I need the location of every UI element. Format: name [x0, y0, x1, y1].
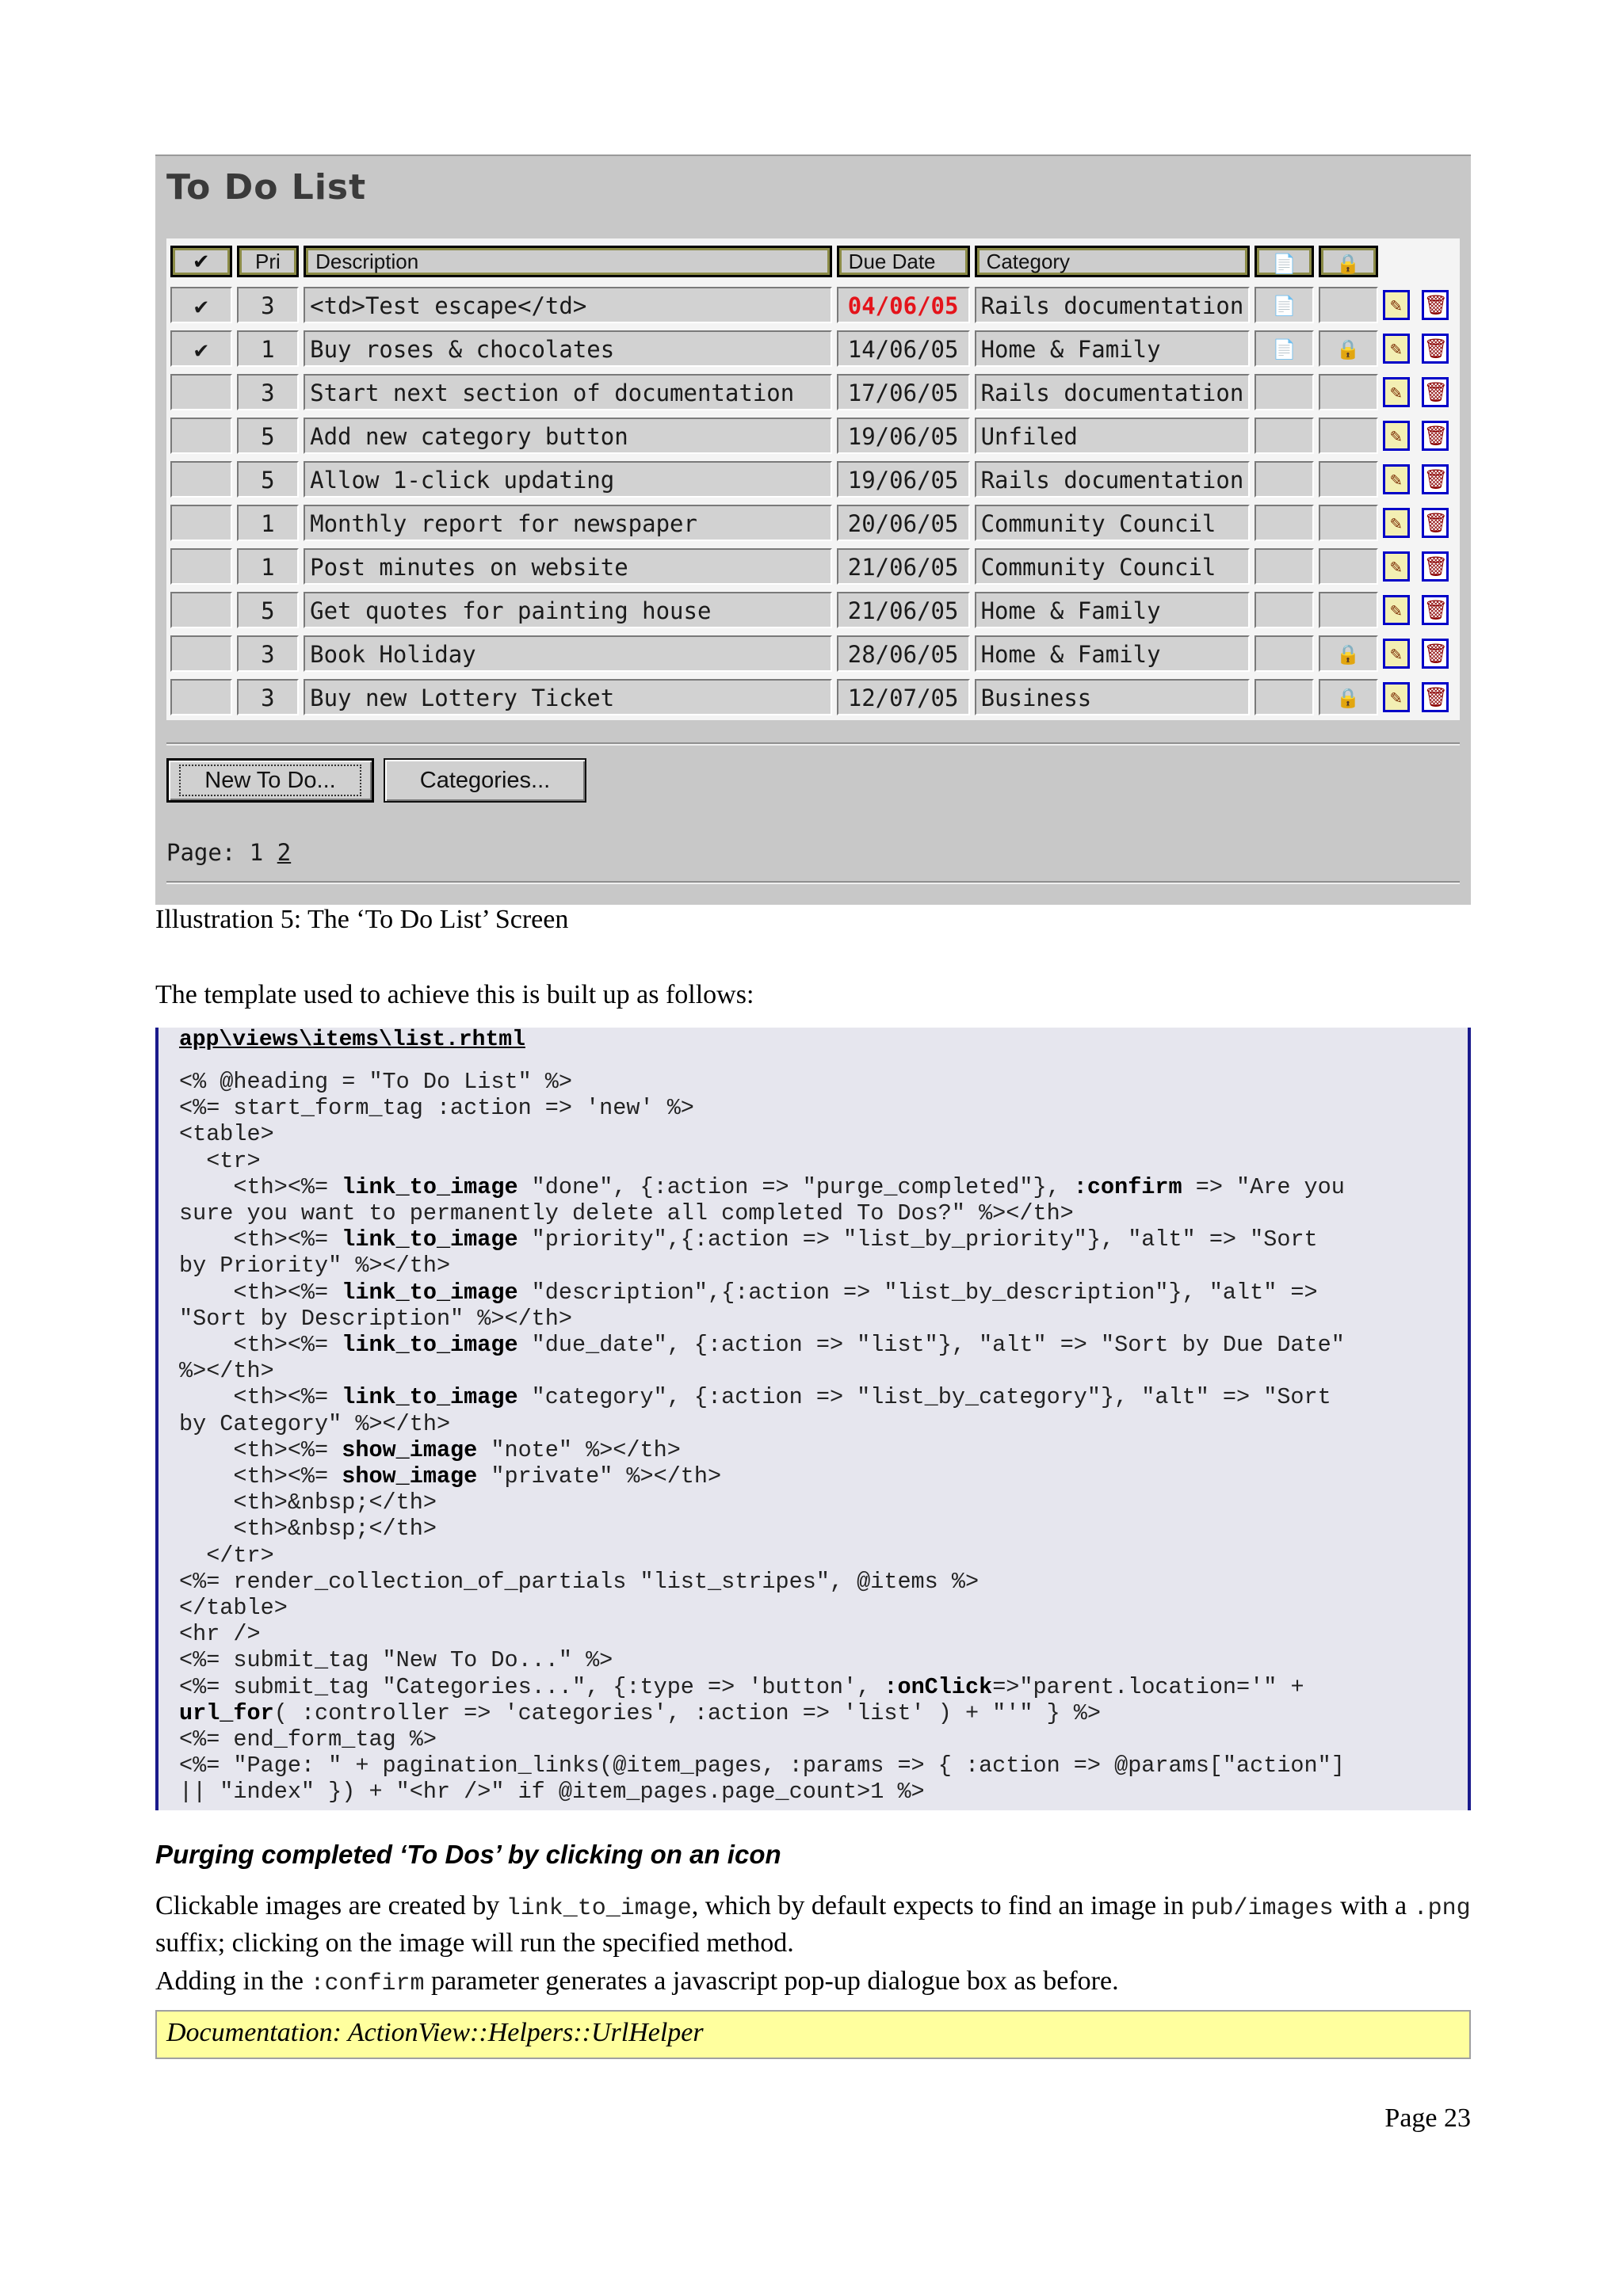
pagination	[166, 839, 291, 866]
description-cell: Monthly report for newspaper	[304, 505, 832, 541]
note-icon: 📄	[1254, 246, 1314, 277]
divider	[166, 742, 1460, 746]
categories-button[interactable]: Categories...	[384, 758, 586, 803]
intro-paragraph: The template used to achieve this is built up as follows:	[155, 980, 754, 1009]
category-cell: Community Council	[975, 548, 1251, 585]
description-cell: Add new category button	[304, 418, 832, 454]
note-cell	[1254, 374, 1314, 410]
edit-icon[interactable]: ✎	[1383, 595, 1410, 625]
note-cell	[1254, 505, 1314, 541]
table-row	[168, 326, 1458, 370]
note-cell	[1254, 548, 1314, 585]
edit-icon[interactable]: ✎	[1383, 334, 1410, 364]
edit-icon[interactable]: ✎	[1383, 464, 1410, 494]
delete-icon[interactable]: 🗑	[1422, 639, 1449, 669]
text: Clickable images are created by	[155, 1891, 506, 1920]
edit-icon[interactable]: ✎	[1383, 421, 1410, 451]
done-cell: ✔	[170, 287, 232, 323]
documentation-note: Documentation: ActionView::Helpers::UrlHelper	[155, 2010, 1471, 2059]
private-cell	[1319, 374, 1378, 410]
inline-code: pub/images	[1190, 1895, 1334, 1922]
done-cell	[170, 592, 232, 628]
table-header-row	[168, 240, 1458, 283]
text: Adding in the	[155, 1966, 311, 1996]
text: with a	[1333, 1891, 1414, 1920]
priority-cell: 5	[237, 418, 299, 454]
note-cell	[1254, 592, 1314, 628]
priority-cell: 5	[237, 592, 299, 628]
lock-icon: 🔒	[1319, 246, 1378, 277]
text: suffix; clicking on the image will run the specified method.	[155, 1928, 794, 1958]
done-cell	[170, 679, 232, 715]
page-link-2[interactable]: 2	[277, 839, 292, 866]
table-row	[168, 501, 1458, 544]
divider	[166, 881, 1460, 884]
section-heading: Purging completed ‘To Dos’ by clicking on an icon	[155, 1840, 781, 1869]
new-todo-button[interactable]	[166, 758, 374, 803]
priority-column-header[interactable]: Pri	[237, 246, 299, 277]
description-cell: Start next section of documentation	[304, 374, 832, 410]
table-row	[168, 283, 1458, 326]
due-date-cell: 12/07/05	[837, 679, 970, 715]
description-column-header[interactable]: Description	[304, 246, 832, 277]
private-cell: 🔒	[1319, 330, 1378, 367]
description-cell: <td>Test escape</td>	[304, 287, 832, 323]
table-row	[168, 588, 1458, 631]
table-row	[168, 414, 1458, 457]
page-title: To Do List	[166, 167, 367, 208]
paragraph	[155, 1889, 1479, 1961]
new-todo-label: New To Do...	[179, 765, 361, 796]
priority-cell: 3	[237, 635, 299, 672]
page-label: Page:	[166, 839, 236, 866]
paragraph	[155, 1966, 1479, 1997]
category-cell: Rails documentation	[975, 461, 1251, 498]
due-date-cell: 20/06/05	[837, 505, 970, 541]
category-cell: Community Council	[975, 505, 1251, 541]
delete-icon[interactable]: 🗑	[1422, 334, 1449, 364]
done-cell	[170, 461, 232, 498]
done-cell: ✔	[170, 330, 232, 367]
due-date-cell: 04/06/05	[837, 287, 970, 323]
note-cell	[1254, 418, 1314, 454]
category-cell: Home & Family	[975, 635, 1251, 672]
due-date-cell: 14/06/05	[837, 330, 970, 367]
edit-icon[interactable]: ✎	[1383, 551, 1410, 582]
done-cell	[170, 418, 232, 454]
delete-icon[interactable]: 🗑	[1422, 682, 1449, 712]
edit-icon[interactable]: ✎	[1383, 290, 1410, 320]
note-cell: 📄	[1254, 330, 1314, 367]
due-date-cell: 19/06/05	[837, 418, 970, 454]
category-cell: Business	[975, 679, 1251, 715]
edit-icon[interactable]: ✎	[1383, 682, 1410, 712]
category-cell: Rails documentation	[975, 374, 1251, 410]
description-cell: Buy new Lottery Ticket	[304, 679, 832, 715]
inline-code: link_to_image	[506, 1895, 692, 1922]
code-listing	[155, 1028, 1471, 1810]
edit-icon[interactable]: ✎	[1383, 377, 1410, 407]
due-date-cell: 21/06/05	[837, 548, 970, 585]
table-row	[168, 370, 1458, 414]
description-cell: Buy roses & chocolates	[304, 330, 832, 367]
done-cell	[170, 505, 232, 541]
done-cell	[170, 374, 232, 410]
description-cell: Allow 1-click updating	[304, 461, 832, 498]
delete-icon[interactable]: 🗑	[1422, 595, 1449, 625]
note-cell	[1254, 679, 1314, 715]
due-date-column-header[interactable]: Due Date	[837, 246, 970, 277]
description-cell: Post minutes on website	[304, 548, 832, 585]
table-row	[168, 544, 1458, 588]
note-cell	[1254, 461, 1314, 498]
done-cell	[170, 548, 232, 585]
text: parameter generates a javascript pop-up dialogue box as before.	[424, 1966, 1119, 1996]
private-cell	[1319, 548, 1378, 585]
priority-cell: 3	[237, 287, 299, 323]
code-text: <% @heading = "To Do List" %> <%= start_form_tag :action => 'new' %> <table> <tr> <th><%= link_to_image "done", {:action => "purge_completed"}, :confirm => "Are you sure you want to permanently delete all completed To Dos?" %></th> <th><%= link_to_image "priority",{:action => "list_by_priority"}, "alt" => "Sort by Priority" %></th> <th><%= link_to_image "description",{:action => "list_by_description"}, "alt" => "Sort by Description" %></th> <th><%= link_to_image "due_date", {:action => "list"}, "alt" => "Sort by Due Date" %></th> <th><%= link_to_image "category", {:action => "list_by_category"}, "alt" => "Sort by Category" %></th> <th><%= show_image "note" %></th> <th><%= show_image "private" %></th> <th>&nbsp;</th> <th>&nbsp;</th> </tr> <%= render_collection_of_partials "list_stripes", @items %> </table> <hr /> <%= submit_tag "New To Do..." %> <%= submit_tag "Categories...", {:type => 'button', :onClick=>"parent.location='" + url_for( :controller => 'categories', :action => 'list' ) + "'" } %> <%= end_form_tag %> <%= "Page: " + pagination_links(@item_pages, :params => { :action => @params["action"] || "index" }) + "<hr />" if @item_pages.page_count>1 %>	[179, 1069, 1345, 1806]
priority-cell: 3	[237, 679, 299, 715]
delete-icon[interactable]: 🗑	[1422, 551, 1449, 582]
description-cell: Get quotes for painting house	[304, 592, 832, 628]
due-date-cell: 21/06/05	[837, 592, 970, 628]
edit-icon[interactable]: ✎	[1383, 639, 1410, 669]
note-cell	[1254, 635, 1314, 672]
note-cell: 📄	[1254, 287, 1314, 323]
priority-cell: 1	[237, 330, 299, 367]
todo-rows	[168, 283, 1458, 719]
delete-icon[interactable]: 🗑	[1422, 377, 1449, 407]
private-cell: 🔒	[1319, 679, 1378, 715]
delete-icon[interactable]: 🗑	[1422, 290, 1449, 320]
due-date-cell: 17/06/05	[837, 374, 970, 410]
due-date-cell: 28/06/05	[837, 635, 970, 672]
category-column-header[interactable]: Category	[975, 246, 1251, 277]
private-cell	[1319, 418, 1378, 454]
priority-cell: 3	[237, 374, 299, 410]
private-cell	[1319, 505, 1378, 541]
todo-list-screenshot	[155, 154, 1471, 905]
private-cell	[1319, 461, 1378, 498]
category-cell: Unfiled	[975, 418, 1251, 454]
inline-code: .png	[1413, 1895, 1471, 1922]
delete-icon[interactable]: 🗑	[1422, 508, 1449, 538]
figure-caption: Illustration 5: The ‘To Do List’ Screen	[155, 905, 569, 934]
table-row	[168, 457, 1458, 501]
description-cell: Book Holiday	[304, 635, 832, 672]
priority-cell: 5	[237, 461, 299, 498]
todo-table	[166, 238, 1460, 720]
table-row	[168, 631, 1458, 675]
page-number: Page 23	[1384, 2103, 1471, 2133]
delete-icon[interactable]: 🗑	[1422, 421, 1449, 451]
edit-icon[interactable]: ✎	[1383, 508, 1410, 538]
priority-cell: 1	[237, 505, 299, 541]
category-cell: Home & Family	[975, 592, 1251, 628]
text: , which by default expects to find an image in	[691, 1891, 1191, 1920]
done-cell	[170, 635, 232, 672]
due-date-cell: 19/06/05	[837, 461, 970, 498]
current-page: 1	[249, 839, 264, 866]
inline-code: :confirm	[310, 1970, 425, 1997]
delete-icon[interactable]: 🗑	[1422, 464, 1449, 494]
private-cell	[1319, 592, 1378, 628]
private-cell: 🔒	[1319, 635, 1378, 672]
priority-cell: 1	[237, 548, 299, 585]
table-row	[168, 675, 1458, 719]
private-cell	[1319, 287, 1378, 323]
code-filename: app\views\items\list.rhtml	[179, 1028, 525, 1052]
category-cell: Rails documentation	[975, 287, 1251, 323]
category-cell: Home & Family	[975, 330, 1251, 367]
done-column-header[interactable]: ✔	[170, 246, 232, 277]
